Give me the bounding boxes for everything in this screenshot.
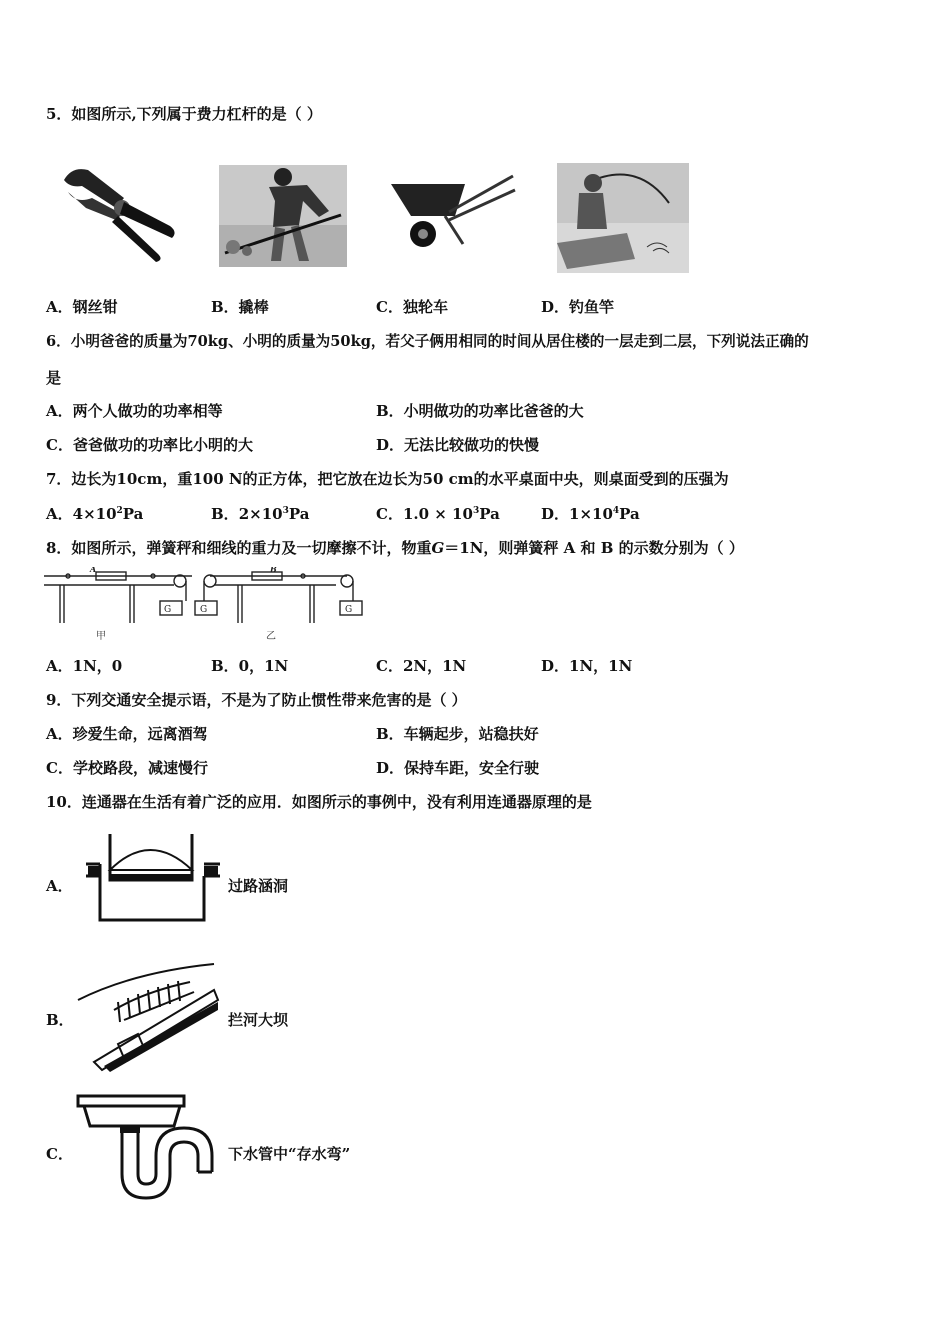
q7-stem: 7．边长为10cm，重100 N的正方体，把它放在边长为50 cm的水平桌面中央，则桌面受到的压强为 bbox=[46, 470, 729, 488]
q5-option-c: C．独轮车 bbox=[376, 298, 448, 316]
fishing-rod-image bbox=[557, 163, 689, 273]
scale-b-label: B bbox=[270, 567, 277, 574]
weight-g-yi-right: G bbox=[345, 605, 353, 615]
q10-option-b-label: B． bbox=[46, 1011, 74, 1029]
scale-a-label: A bbox=[90, 567, 97, 574]
wheelbarrow-image bbox=[389, 172, 519, 250]
weight-g-jia: G bbox=[164, 605, 172, 615]
q8-option-b: B．0，1N bbox=[211, 657, 289, 675]
q6-option-d: D．无法比较做功的快慢 bbox=[376, 436, 540, 454]
q10-option-b-caption: 拦河大坝 bbox=[228, 1011, 289, 1029]
weight-g-yi-left: G bbox=[200, 605, 208, 615]
q6-stem-line2: 是 bbox=[46, 369, 62, 387]
q8-option-d: D．1N，1N bbox=[541, 657, 633, 675]
q10-stem: 10．连通器在生活有着广泛的应用．如图所示的事例中，没有利用连通器原理的是 bbox=[46, 793, 592, 811]
label-yi: 乙 bbox=[266, 631, 276, 642]
pliers-image bbox=[58, 158, 180, 262]
culvert-image bbox=[84, 832, 222, 924]
q7-option-a: A．$4\times 10^2Pa$ bbox=[46, 505, 144, 523]
q9-option-b: B．车辆起步，站稳扶好 bbox=[376, 725, 539, 743]
drain-trap-image bbox=[76, 1094, 220, 1200]
q7-option-c: C．$1.0 \times 10^3Pa$ bbox=[376, 505, 500, 523]
spring-scale-figure bbox=[44, 567, 366, 645]
q10-option-a-caption: 过路涵洞 bbox=[228, 877, 289, 895]
q9-option-c: C．学校路段，减速慢行 bbox=[46, 759, 208, 777]
q9-option-a: A．珍爱生命，远离酒驾 bbox=[46, 725, 208, 743]
q9-option-d: D．保持车距，安全行驶 bbox=[376, 759, 540, 777]
q10-option-c-caption: 下水管中“存水弯” bbox=[228, 1145, 351, 1163]
q6-option-c: C．爸爸做功的功率比小明的大 bbox=[46, 436, 253, 454]
q6-stem-line1: 6．小明爸爸的质量为70kg、小明的质量为50kg，若父子俩用相同的时间从居住楼的一层走到二层，下列说法正确的 bbox=[46, 333, 809, 350]
q10-option-a-label: A． bbox=[46, 877, 73, 895]
q5-option-d: D．钓鱼竿 bbox=[541, 298, 615, 316]
q8-option-c: C．2N，1N bbox=[376, 657, 467, 675]
dam-image bbox=[74, 962, 220, 1072]
label-jia: 甲 bbox=[96, 631, 106, 642]
q6-option-a: A．两个人做功的功率相等 bbox=[46, 402, 223, 420]
q7-option-d: D．$1\times 10^4Pa$ bbox=[541, 505, 640, 523]
q5-option-b: B．撬棒 bbox=[211, 298, 269, 316]
q10-option-c-label: C． bbox=[46, 1145, 73, 1163]
crowbar-image bbox=[219, 165, 347, 267]
setup-jia bbox=[44, 572, 192, 623]
q6-option-b: B．小明做功的功率比爸爸的大 bbox=[376, 402, 584, 420]
q8-option-a: A．1N，0 bbox=[46, 657, 123, 675]
q9-stem: 9．下列交通安全提示语，不是为了防止惯性带来危害的是（ ） bbox=[46, 691, 467, 709]
q5-option-a: A．钢丝钳 bbox=[46, 298, 118, 316]
q5-stem: 5．如图所示,下列属于费力杠杆的是（ ） bbox=[46, 105, 322, 123]
setup-yi bbox=[195, 572, 362, 623]
q8-stem: 8．如图所示，弹簧秤和细线的重力及一切摩擦不计，物重G＝1N，则弹簧秤 A 和 B 的示数分别为（ ） bbox=[46, 539, 744, 557]
q7-option-b: B．$2\times 10^3Pa$ bbox=[211, 505, 310, 523]
